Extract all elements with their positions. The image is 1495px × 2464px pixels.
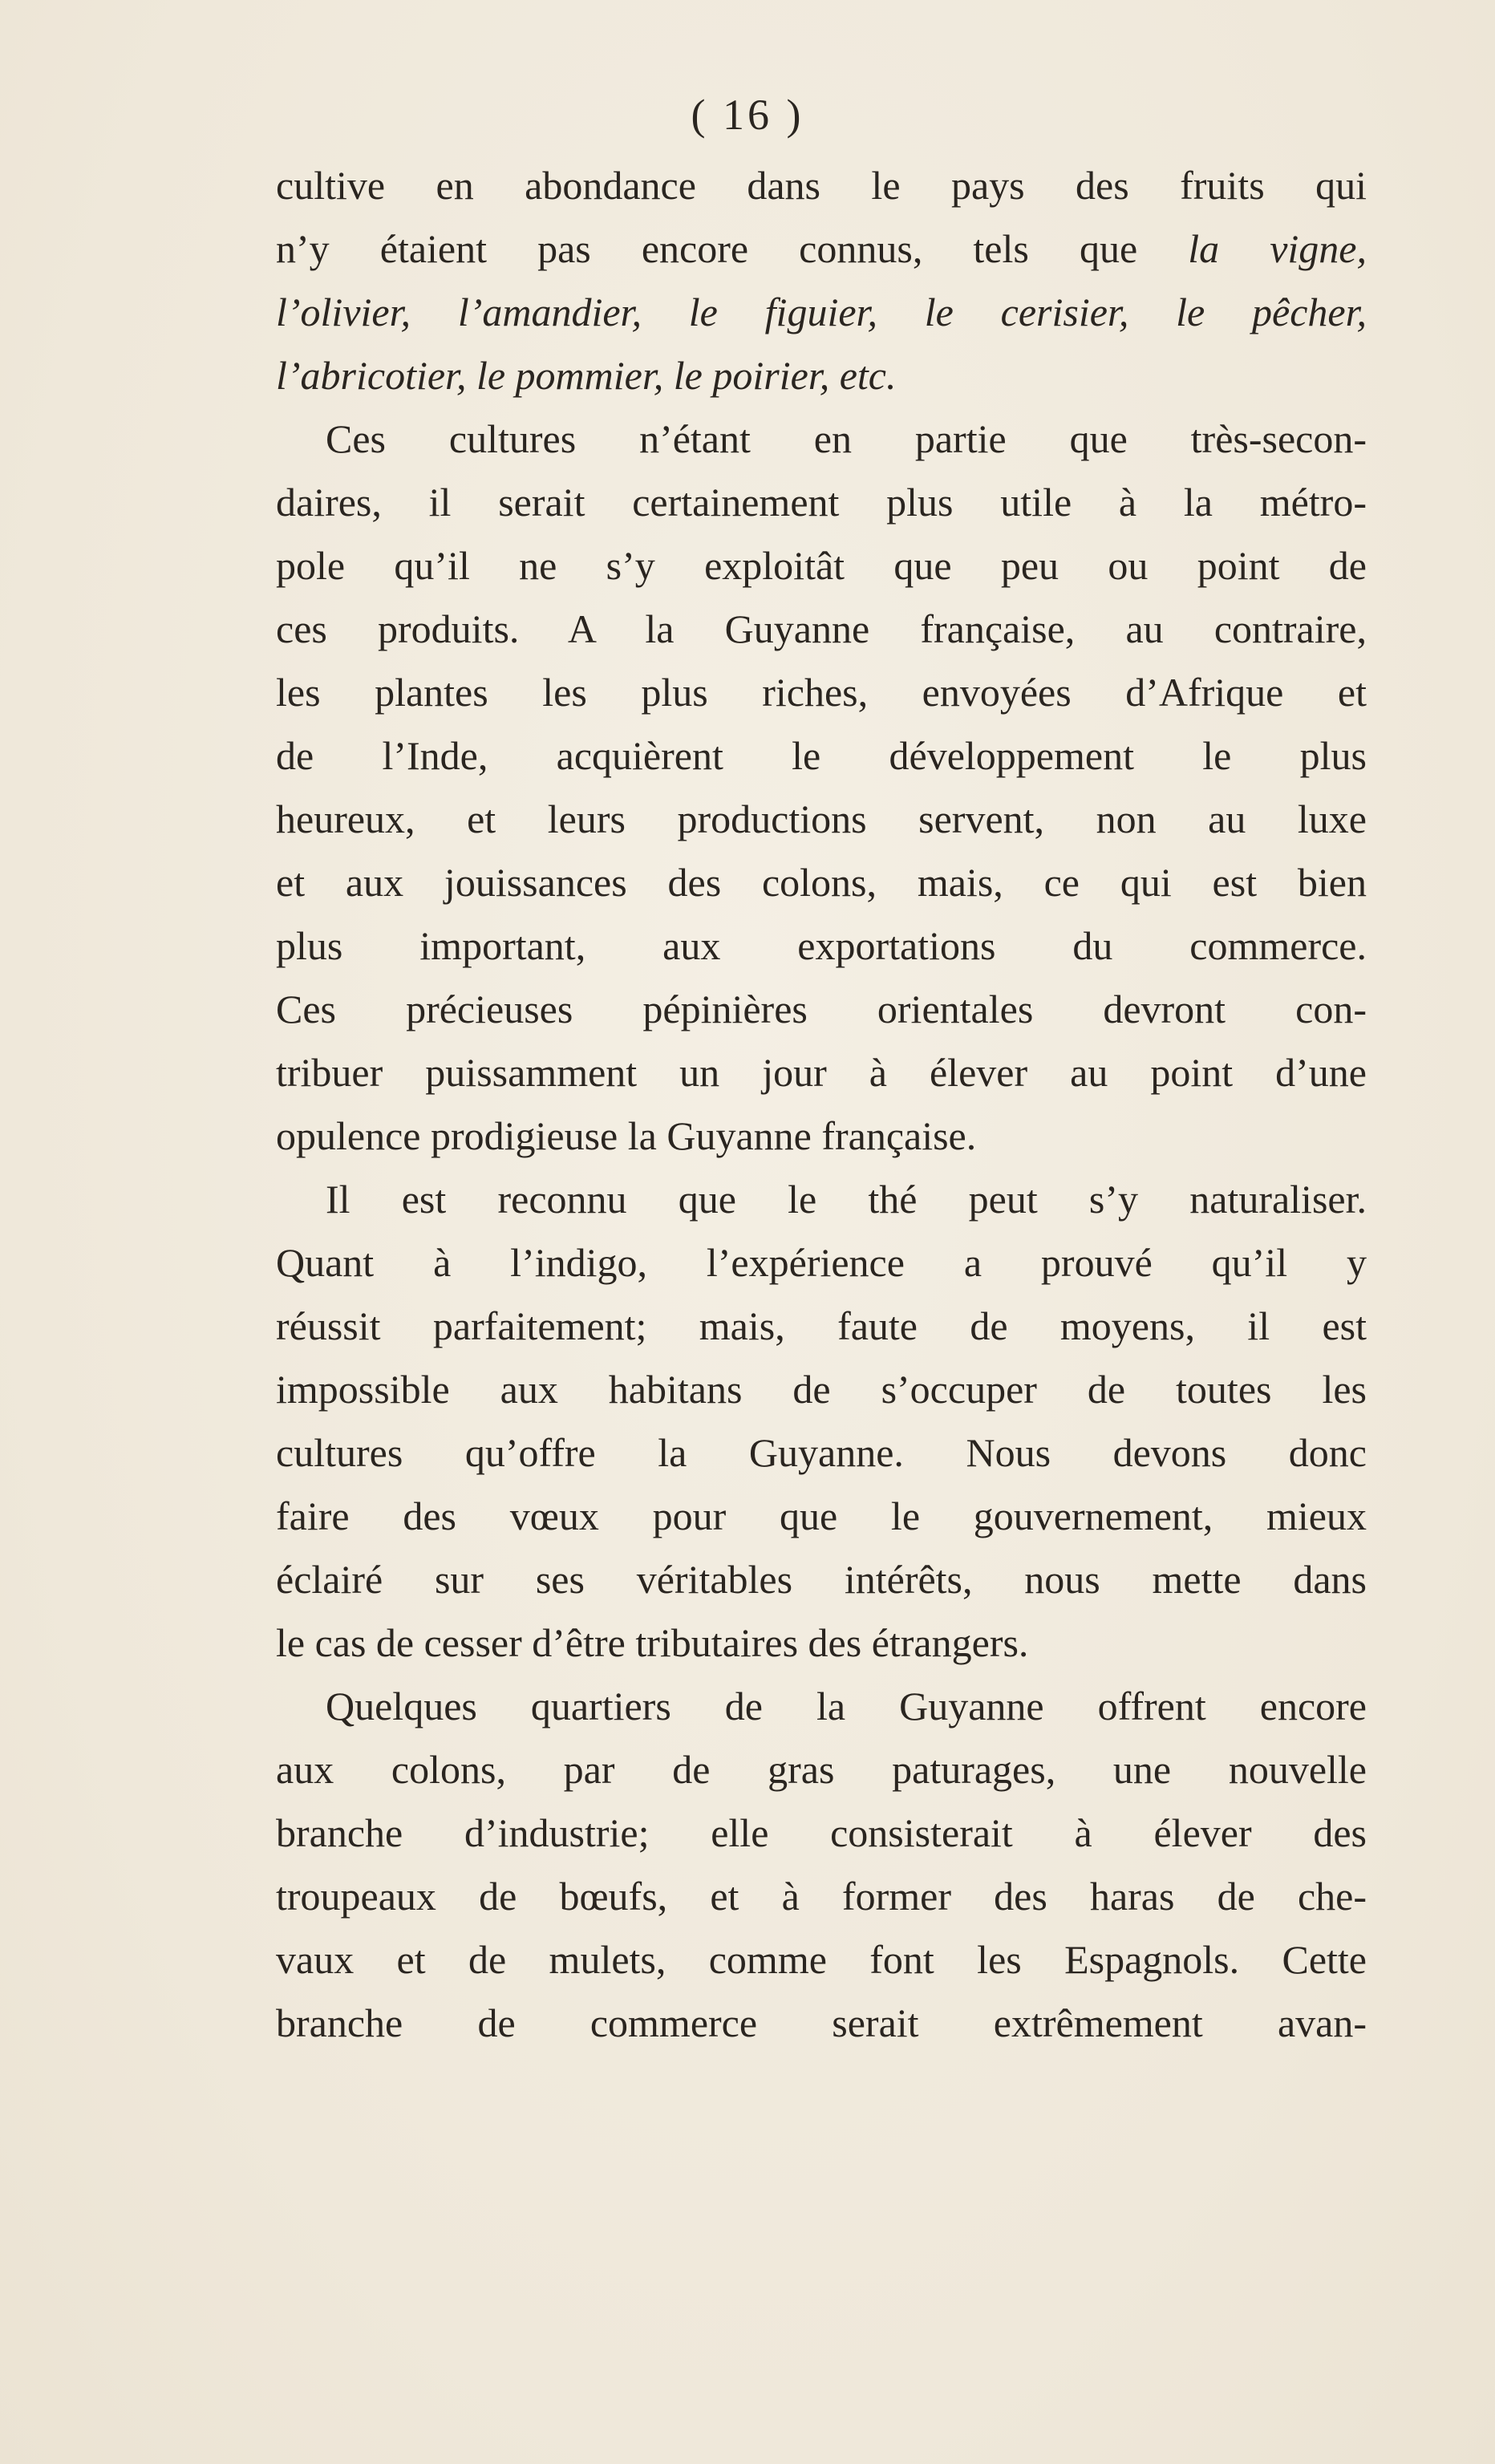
text-line: branche de commerce serait extrêmement avan- [276,2000,1367,2045]
text-line: Quant à l’indigo, l’expérience a prouvé qu’il y [276,1240,1367,1285]
text-line: daires, il serait certainement plus utile à la métro- [276,480,1367,525]
text-line: impossible aux habitans de s’occuper de toutes les [276,1367,1367,1412]
text-line: troupeaux de bœufs, et à former des haras de che- [276,1874,1367,1919]
text-line: tribuer puissamment un jour à élever au point d’une [276,1050,1367,1095]
text-line: faire des vœux pour que le gouvernement, mieux [276,1493,1367,1538]
text-line: l’olivier, l’amandier, le figuier, le cerisier, le pêcher, [276,290,1367,334]
text-line: pole qu’il ne s’y exploitât que peu ou point de [276,543,1367,588]
text-line: n’y étaient pas encore connus, tels que la vigne, [276,226,1367,271]
text-line: éclairé sur ses véritables intérêts, nous mette dans [276,1557,1367,1602]
text-line: vaux et de mulets, comme font les Espagnols. Cette [276,1937,1367,1982]
text-line: le cas de cesser d’être tributaires des étrangers. [276,1620,1029,1665]
text-line: aux colons, par de gras paturages, une nouvelle [276,1747,1367,1792]
text-line: réussit parfaitement; mais, faute de moyens, il est [276,1303,1367,1348]
text-line: branche d’industrie; elle consisterait à élever des [276,1810,1367,1855]
text-line: opulence prodigieuse la Guyanne française. [276,1113,977,1158]
text-line: heureux, et leurs productions servent, non au luxe [276,796,1367,841]
text-line: cultive en abondance dans le pays des fruits qui [276,163,1367,208]
text-line: Ces cultures n’étant en partie que très-secon- [326,416,1367,461]
text-line: Quelques quartiers de la Guyanne offrent encore [326,1684,1367,1728]
text-line: Il est reconnu que le thé peut s’y naturaliser. [326,1177,1367,1222]
text-line: de l’Inde, acquièrent le développement le plus [276,733,1367,778]
text-line: les plantes les plus riches, envoyées d’Afrique et [276,670,1367,715]
text-line: cultures qu’offre la Guyanne. Nous devons donc [276,1430,1367,1475]
page-number: ( 16 ) [691,91,804,139]
body-text [276,154,1367,2055]
text-line: ces produits. A la Guyanne française, au contraire, [276,606,1367,651]
text-line: et aux jouissances des colons, mais, ce qui est bien [276,860,1367,905]
text-line: Ces précieuses pépinières orientales devront con- [276,987,1367,1031]
text-line: plus important, aux exportations du commerce. [276,923,1367,968]
text-line: l’abricotier, le pommier, le poirier, etc. [276,353,897,398]
